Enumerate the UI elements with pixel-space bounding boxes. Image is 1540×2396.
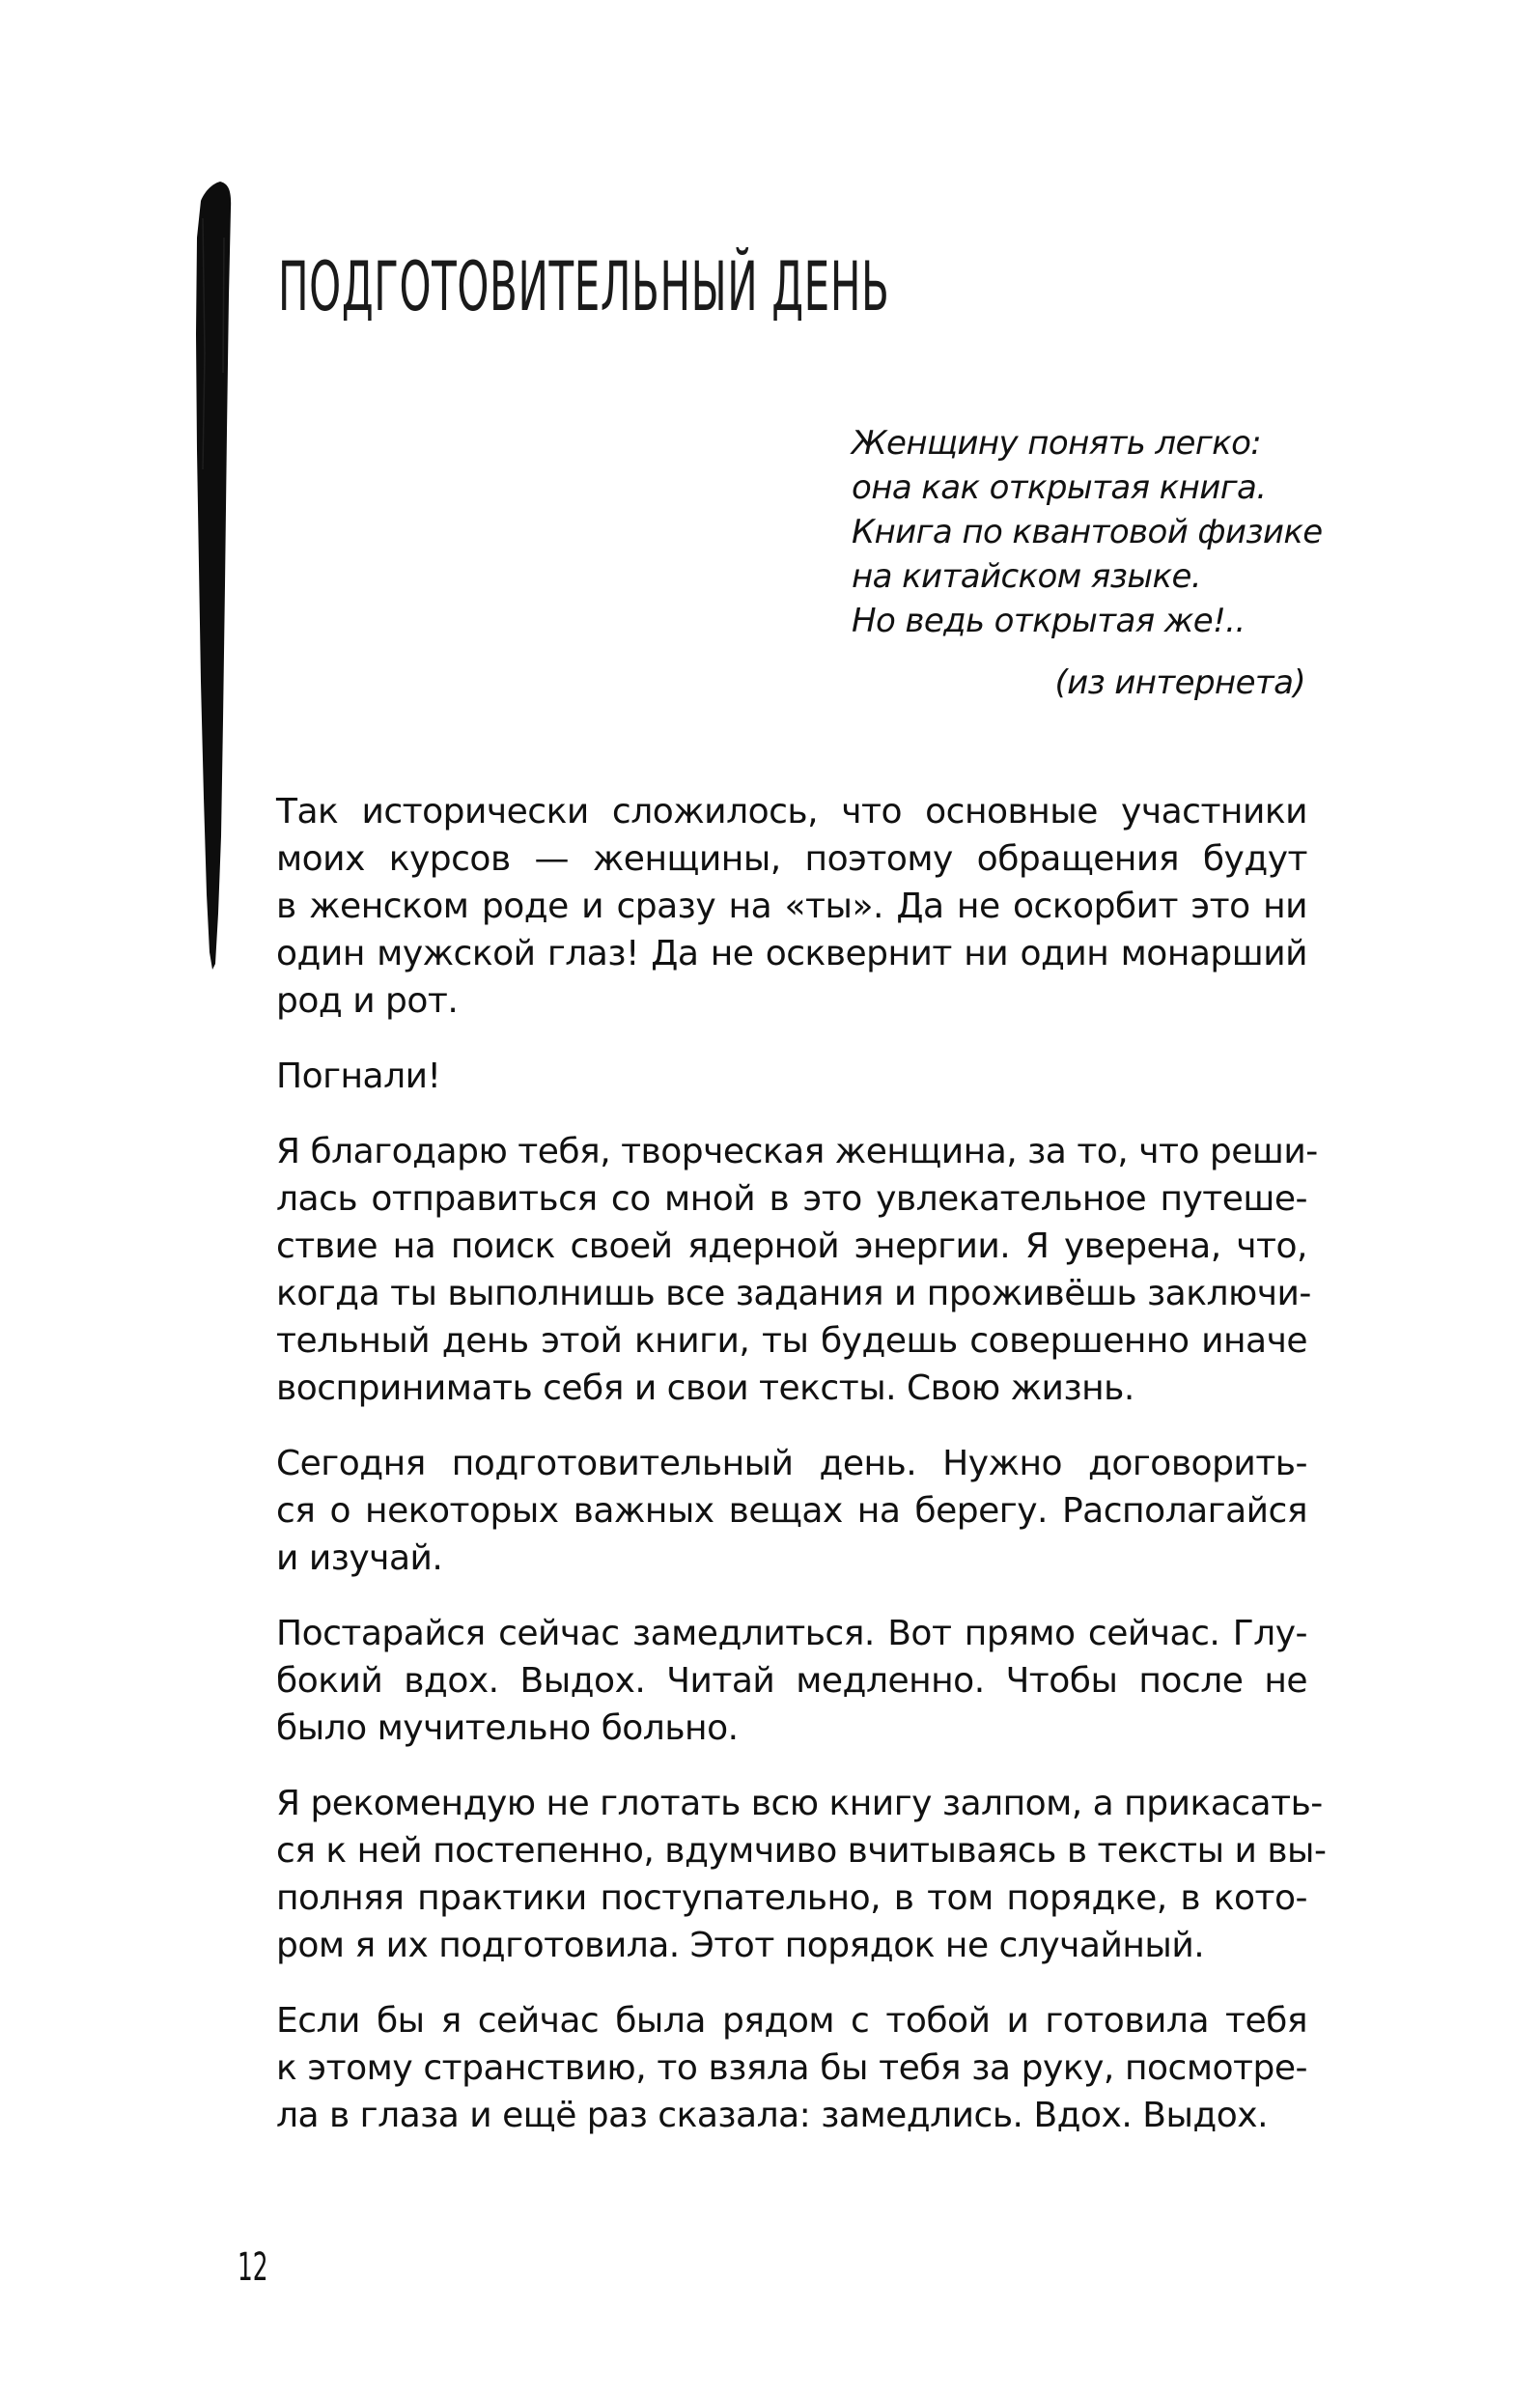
text-line: Так исторически сложилось, что основные участники (276, 792, 1307, 832)
text-line: Сегодня подготовительный день. Нужно договорить- (276, 1444, 1307, 1483)
text-line: Погнали! (276, 1057, 441, 1096)
text-line: один мужской глаз! Да не осквернит ни один монарший (276, 934, 1307, 973)
text-line: полняя практики поступательно, в том порядке, в кото- (276, 1878, 1307, 1918)
text-line: и изучай. (276, 1538, 443, 1578)
brush-stroke-decoration (191, 180, 236, 972)
text-line: тельный день этой книги, ты будешь совершенно иначе (276, 1321, 1307, 1361)
epigraph-source: (из интернета) (1054, 663, 1305, 702)
paragraph-go (276, 1053, 1307, 1100)
text-line: ром я их подготовила. Этот порядок не случайный. (276, 1926, 1205, 1965)
paragraph-intro (276, 788, 1307, 1025)
text-line: ся к ней постепенно, вдумчиво вчитываясь в тексты и вы- (276, 1831, 1327, 1871)
text-line: лась отправиться со мной в это увлекательное путеше- (276, 1179, 1307, 1219)
epigraph-line: Женщину понять легко: (852, 424, 1262, 463)
text-line: воспринимать себя и свои тексты. Свою жизнь. (276, 1368, 1134, 1408)
text-line: когда ты выполнишь все задания и проживёшь заключи- (276, 1274, 1311, 1313)
epigraph (852, 421, 1323, 705)
epigraph-line: Книга по квантовой физике (852, 513, 1323, 551)
epigraph-line: Но ведь открытая же!.. (852, 602, 1246, 640)
text-line: Я благодарю тебя, творческая женщина, за то, что реши- (276, 1132, 1318, 1171)
text-line: Если бы я сейчас была рядом с тобой и готовила тебя (276, 2001, 1307, 2041)
text-line: Я рекомендую не глотать всю книгу залпом, а прикасать- (276, 1784, 1323, 1823)
paragraph-gratitude (276, 1128, 1318, 1412)
text-line: ствие на поиск своей ядерной энергии. Я уверена, что, (276, 1226, 1307, 1266)
text-line: бокий вдох. Выдох. Читай медленно. Чтобы после не (276, 1661, 1307, 1701)
paragraph-slow-down (276, 1610, 1307, 1752)
text-line: моих курсов — женщины, поэтому обращения будут (276, 839, 1307, 879)
text-line: ся о некоторых важных вещах на берегу. Располагайся (276, 1491, 1307, 1531)
epigraph-line: на китайском языке. (852, 557, 1201, 596)
body-text (276, 788, 1327, 2167)
paragraph-today (276, 1440, 1307, 1582)
page-number: 12 (238, 2245, 268, 2290)
text-line: ла в глаза и ещё раз сказала: замедлись. Вдох. Выдох. (276, 2096, 1269, 2135)
text-line: в женском роде и сразу на «ты». Да не оскорбит это ни (276, 887, 1307, 926)
epigraph-line: она как открытая книга. (852, 468, 1267, 507)
text-line: Постарайся сейчас замедлиться. Вот прямо сейчас. Глу- (276, 1614, 1307, 1653)
paragraph-recommend (276, 1780, 1327, 1969)
text-line: род и рот. (276, 981, 459, 1021)
text-line: было мучительно больно. (276, 1708, 739, 1748)
text-line: к этому странствию, то взяла бы тебя за руку, посмотре- (276, 2048, 1307, 2088)
chapter-title: ПОДГОТОВИТЕЛЬНЫЙ ДЕНЬ (278, 247, 890, 326)
paragraph-if-i-were (276, 1997, 1307, 2139)
